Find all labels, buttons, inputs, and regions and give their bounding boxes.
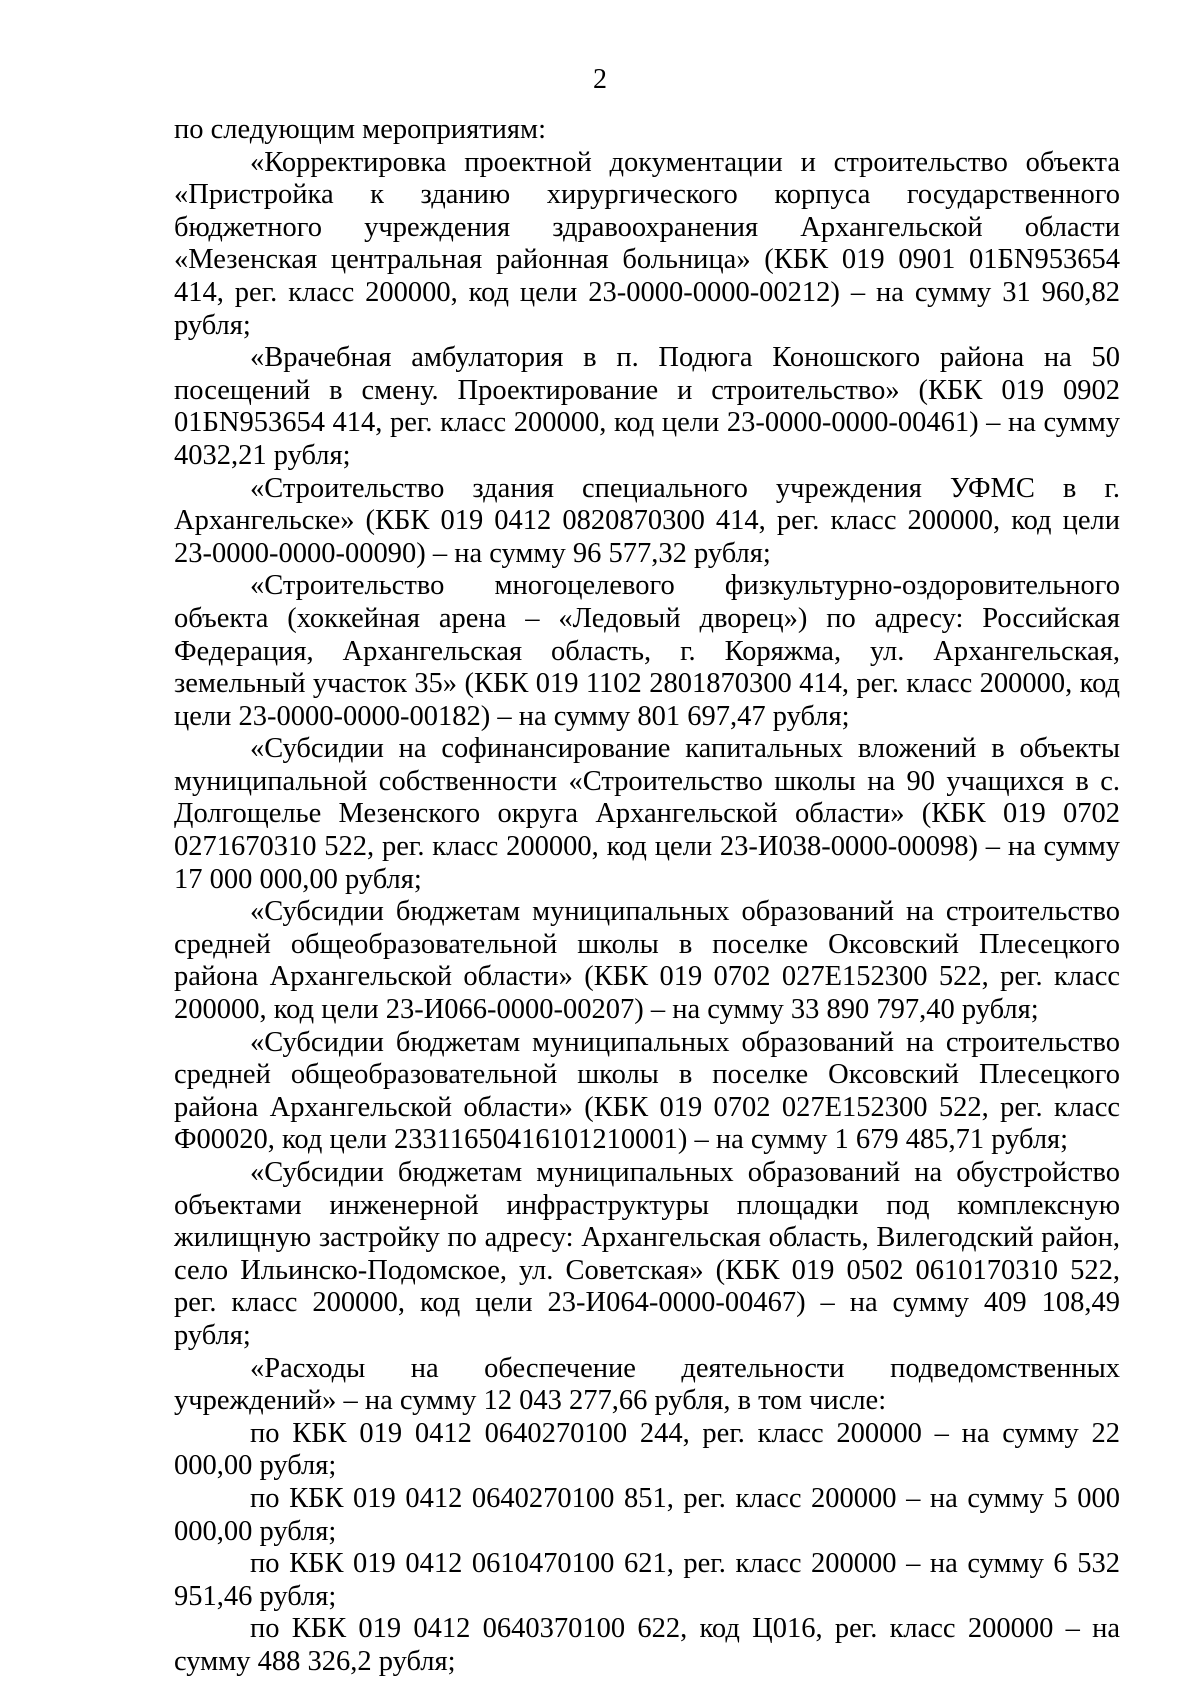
- paragraph-subitem: по КБК 019 0412 0640270100 851, рег. класс 200000 – на сумму 5 000 000,00 рубля;: [174, 1482, 1120, 1547]
- paragraph-item: «Корректировка проектной документации и строительство объекта «Пристройка к зданию хирургического корпуса государственного бюджетного учреждения здравоохранения Архангельской области «Мезенская центральная районная больница» (КБК 019 0901 01БN953654 414, рег. класс 200000, код цели 23-0000-0000-00212) – на сумму 31 960,82 рубля;: [174, 146, 1120, 341]
- paragraph-subitem: по КБК 019 0412 0640370100 622, код Ц016, рег. класс 200000 – на сумму 488 326,2 рубля;: [174, 1613, 1120, 1677]
- document-body: [174, 114, 1120, 1679]
- paragraph-subitem: по КБК 019 0412 0640270100 244, рег. класс 200000 – на сумму 22 000,00 рубля;: [174, 1417, 1120, 1482]
- paragraph-intro: по следующим мероприятиям:: [174, 114, 546, 145]
- paragraph-item: «Строительство здания специального учреждения УФМС в г. Архангельске» (КБК 019 0412 0820870300 414, рег. класс 200000, код цели 23-0000-0000-00090) – на сумму 96 577,32 рубля;: [174, 472, 1120, 569]
- paragraph-item: «Субсидии бюджетам муниципальных образований на строительство средней общеобразовательной школы в поселке Оксовский Плесецкого района Архангельской области» (КБК 019 0702 027Е152300 522, рег. класс 200000, код цели 23-И066-0000-00207) – на сумму 33 890 797,40 рубля;: [174, 896, 1120, 1026]
- paragraph-item: «Субсидии бюджетам муниципальных образований на строительство средней общеобразовательной школы в поселке Оксовский Плесецкого района Архангельской области» (КБК 019 0702 027Е152300 522, рег. класс Ф00020, код цели 23311650416101210001) – на сумму 1 679 485,71 рубля;: [174, 1026, 1120, 1156]
- paragraph-item: «Субсидии на софинансирование капитальных вложений в объекты муниципальной собственности «Строительство школы на 90 учащихся в с. Долгощелье Мезенского округа Архангельской области» (КБК 019 0702 0271670310 522, рег. класс 200000, код цели 23-И038-0000-00098) – на сумму 17 000 000,00 рубля;: [174, 733, 1120, 895]
- paragraph-item: «Расходы на обеспечение деятельности подведомственных учреждений» – на сумму 12 043 277,66 рубля, в том числе:: [174, 1352, 1120, 1417]
- page-number: 2: [593, 64, 607, 95]
- paragraph-subitem: по КБК 019 0412 0610470100 621, рег. класс 200000 – на сумму 6 532 951,46 рубля;: [174, 1548, 1120, 1612]
- paragraph-item: «Врачебная амбулатория в п. Подюга Коношского района на 50 посещений в смену. Проектирование и строительство» (КБК 019 0902 01БN953654 414, рег. класс 200000, код цели 23-0000-0000-00461) – на сумму 4032,21 рубля;: [174, 342, 1120, 471]
- paragraph-item: «Строительство многоцелевого физкультурно-оздоровительного объекта (хоккейная арена – «Ледовый дворец») по адресу: Российская Федерация, Архангельская область, г. Коряжма, ул. Архангельская, земельный участок 35» (КБК 019 1102 2801870300 414, рег. класс 200000, код цели 23-0000-0000-00182) – на сумму 801 697,47 рубля;: [174, 570, 1120, 732]
- paragraph-item: «Субсидии бюджетам муниципальных образований на обустройство объектами инженерной инфраструктуры площадки под комплексную жилищную застройку по адресу: Архангельская область, Вилегодский район, село Ильинско-Подомское, ул. Советская» (КБК 019 0502 0610170310 522, рег. класс 200000, код цели 23-И064-0000-00467) – на сумму 409 108,49 рубля;: [174, 1157, 1120, 1351]
